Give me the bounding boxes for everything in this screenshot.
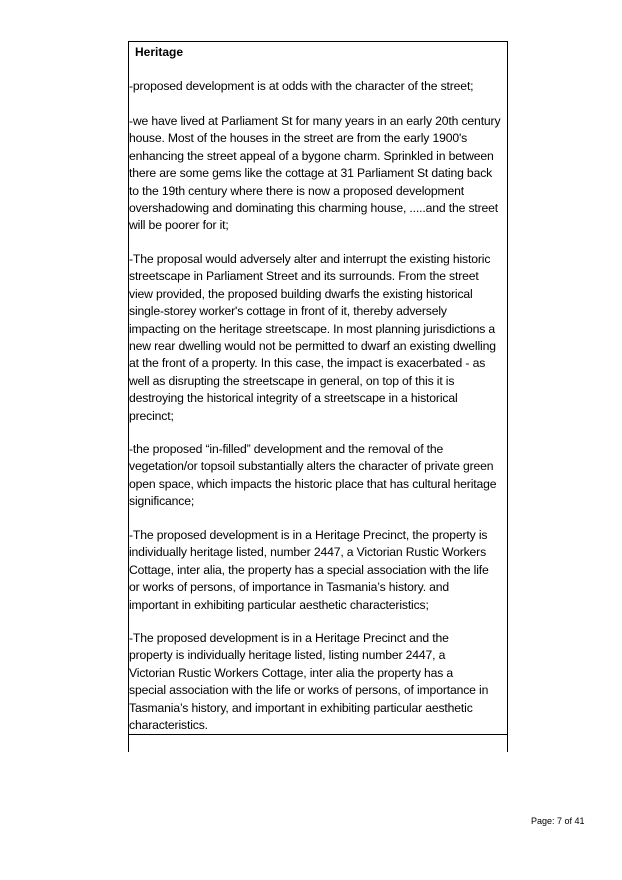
- paragraph-line: important in exhibiting particular aesthetic characteristics;: [129, 597, 429, 612]
- paragraph-3: [129, 251, 496, 425]
- paragraph-line: -The proposed development is in a Heritage Precinct, the property is: [129, 528, 488, 542]
- paragraph-line: single-storey worker's cottage in front of it, thereby adversely: [129, 304, 447, 319]
- paragraph-line: -we have lived at Parliament St for many years in an early 20th century: [129, 114, 501, 128]
- paragraph-4: [129, 441, 496, 511]
- paragraph-line: characteristics.: [129, 718, 208, 733]
- paragraph-line: impacting on the heritage streetscape. In most planning jurisdictions a: [129, 321, 496, 336]
- section-heading: Heritage: [135, 45, 184, 59]
- paragraph-1: [129, 78, 473, 95]
- paragraph-line: special association with the life or works of persons, of importance in: [129, 683, 489, 698]
- paragraph-line: -The proposal would adversely alter and interrupt the existing historic: [129, 252, 491, 266]
- paragraph-line: property is individually heritage listed, listing number 2447, a: [129, 648, 446, 663]
- paragraph-line: well as disrupting the streetscape in general, on top of this it is: [129, 373, 455, 388]
- paragraph-line: -the proposed “in-filled” development and the removal of the: [129, 442, 444, 456]
- paragraph-line: open space, which impacts the historic place that has cultural heritage: [129, 476, 497, 491]
- paragraph-line: at the front of a property. In this case, the impact is exacerbated - as: [129, 356, 486, 371]
- paragraph-line: Cottage, inter alia, the property has a special association with the life: [129, 562, 489, 577]
- paragraph-line: Victorian Rustic Workers Cottage, inter alia the property has a: [129, 665, 454, 680]
- table-next-row: [128, 734, 508, 752]
- paragraph-line: or works of persons, of importance in Tasmania’s history. and: [129, 580, 450, 595]
- paragraph-line: destroying the historical integrity of a streetscape in a historical: [129, 391, 458, 406]
- paragraph-line: new rear dwelling would not be permitted to dwarf an existing dwelling: [129, 339, 496, 354]
- paragraph-line: vegetation/or topsoil substantially alters the character of private green: [129, 459, 494, 474]
- heritage-table-cell: [128, 41, 508, 735]
- paragraph-line: there are some gems like the cottage at 31 Parliament St dating back: [129, 166, 493, 181]
- paragraph-line: -The proposed development is in a Heritage Precinct and the: [129, 631, 449, 645]
- paragraph-line: enhancing the street appeal of a bygone charm. Sprinkled in between: [129, 148, 494, 163]
- paragraph-line: Tasmania’s history, and important in exhibiting particular aesthetic: [129, 700, 473, 715]
- paragraph-5: [129, 527, 489, 614]
- page-number: Page: 7 of 41: [531, 816, 585, 826]
- paragraph-2: [129, 113, 500, 235]
- paragraph-line: view provided, the proposed building dwarfs the existing historical: [129, 286, 473, 301]
- paragraph-line: streetscape in Parliament Street and its surrounds. From the street: [129, 269, 479, 284]
- paragraph-line: to the 19th century where there is now a proposed development: [129, 183, 465, 198]
- paragraph-line: individually heritage listed, number 2447, a Victorian Rustic Workers: [129, 545, 487, 560]
- paragraph-line: will be poorer for it;: [129, 218, 229, 233]
- paragraph-line: precinct;: [129, 408, 174, 423]
- paragraph-line: -proposed development is at odds with the character of the street;: [129, 79, 474, 93]
- paragraph-6: [129, 630, 488, 734]
- paragraph-line: overshadowing and dominating this charming house, .....and the street: [129, 201, 499, 216]
- paragraph-line: house. Most of the houses in the street are from the early 1900's: [129, 131, 468, 146]
- paragraph-line: significance;: [129, 494, 195, 509]
